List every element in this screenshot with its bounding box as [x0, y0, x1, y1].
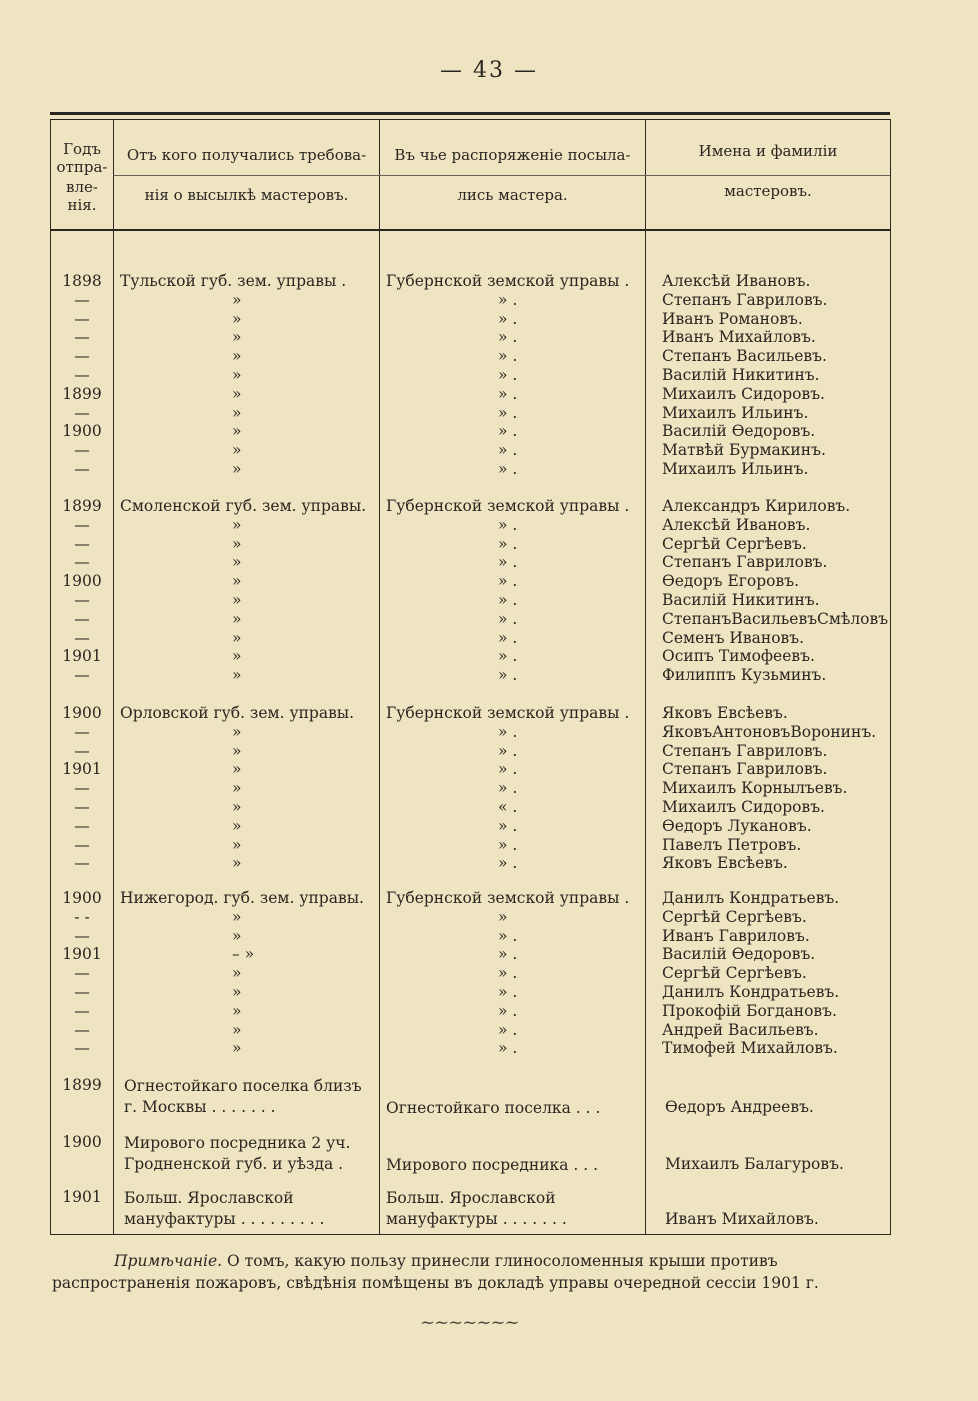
cell-from: Нижегород. губ. зем. управы. [120, 889, 364, 907]
cell-to: » . [498, 779, 518, 798]
cell-name: Өедоръ Лукановъ. [662, 816, 812, 835]
cell-from: » [232, 666, 242, 685]
column-divider-1 [113, 119, 114, 1235]
cell-to: » . [498, 515, 518, 534]
cell-name: Иванъ Михайловъ. [662, 328, 816, 347]
cell-name: Иванъ Гавриловъ. [662, 926, 810, 945]
cell-year: — [74, 1039, 90, 1058]
cell-from: – » [232, 945, 255, 964]
header-names-top: Имена и фамиліи [698, 142, 838, 160]
cell-name: СтепанъВасильевъСмѣловъ [662, 609, 889, 628]
table-top-rule [50, 112, 890, 115]
cell-year: — [74, 460, 90, 478]
cell-to: » . [498, 964, 518, 983]
cell-name: Михаилъ Сидоровъ. [662, 798, 825, 816]
cell-from: Орловской губ. зем. управы. [120, 704, 355, 722]
cell-from: » [232, 722, 242, 741]
cell-to: » . [498, 854, 518, 873]
cell-from: » [232, 460, 242, 478]
special-cell-to: Огнестойкаго поселка . . . [386, 1099, 601, 1117]
cell-to: » . [498, 534, 518, 553]
cell-year: — [74, 534, 90, 553]
header-names-bottom: мастеровъ. [724, 182, 812, 200]
cell-to: Губернской земской управы . [386, 704, 630, 722]
cell-from: » [232, 854, 242, 873]
cell-name: Степанъ Гавриловъ. [662, 760, 828, 779]
cell-to: » [498, 907, 508, 926]
cell-to: » . [498, 628, 518, 647]
cell-year: 1901 [62, 647, 102, 666]
cell-year: — [74, 741, 90, 760]
cell-name: Степанъ Гавриловъ. [662, 553, 828, 572]
cell-to: » . [498, 722, 518, 741]
special-cell-to: Мирового посредника . . . [386, 1156, 599, 1174]
cell-name: Яковъ Евсѣевъ. [662, 704, 788, 722]
cell-name: Павелъ Петровъ. [662, 835, 802, 854]
cell-name: Прокофій Богдановъ. [662, 1001, 837, 1020]
cell-name: Александръ Кириловъ. [662, 497, 851, 515]
cell-year: — [74, 553, 90, 572]
cell-from: » [232, 760, 242, 779]
cell-year: — [74, 835, 90, 854]
cell-to: » . [498, 609, 518, 628]
cell-year: — [74, 347, 90, 366]
cell-to: » . [498, 1020, 518, 1039]
cell-from: » [232, 515, 242, 534]
cell-from: » [232, 779, 242, 798]
page-number: — 43 — [440, 58, 538, 83]
cell-to: » . [498, 572, 518, 591]
cell-name: Василій Өедоровъ. [662, 422, 816, 441]
cell-year: 1899 [62, 384, 102, 403]
cell-from: » [232, 534, 242, 553]
cell-to: » . [498, 460, 518, 478]
cell-from: » [232, 403, 242, 422]
cell-to: » . [498, 553, 518, 572]
cell-name: Алексѣй Ивановъ. [662, 515, 811, 534]
cell-to: Губернской земской управы . [386, 497, 630, 515]
cell-name: Өедоръ Егоровъ. [662, 572, 800, 591]
special-cell-from: Огнестойкаго поселка близъ г. Москвы . . . . . . . [124, 1077, 362, 1116]
cell-name: Сергѣй Сергѣевъ. [662, 534, 807, 553]
cell-name: Осипъ Тимофеевъ. [662, 647, 815, 666]
special-cell-from: Мирового посредника 2 уч. Гродненской губ. и уѣзда . [124, 1134, 351, 1173]
cell-from: » [232, 964, 242, 983]
cell-name: Михаилъ Сидоровъ. [662, 384, 825, 403]
cell-from: » [232, 609, 242, 628]
cell-year: 1901 [62, 760, 102, 779]
cell-to: » . [498, 835, 518, 854]
cell-to: « . [498, 798, 518, 816]
cell-to: » . [498, 384, 518, 403]
cell-name: Степанъ Гавриловъ. [662, 290, 828, 309]
cell-name: Василій Никитинъ. [662, 366, 820, 384]
cell-name: Матвѣй Бурмакинъ. [662, 441, 826, 460]
cell-from: » [232, 983, 242, 1001]
special-cell-name: Иванъ Михайловъ. [665, 1210, 819, 1228]
cell-year: — [74, 628, 90, 647]
cell-year: - - [74, 907, 90, 926]
special-cell-from: Больш. Ярославской мануфактуры . . . . . . . . . [124, 1189, 325, 1228]
cell-name: Василій Никитинъ. [662, 591, 820, 609]
cell-to: » . [498, 422, 518, 441]
cell-name: Сергѣй Сергѣевъ. [662, 964, 807, 983]
cell-year: — [74, 1001, 90, 1020]
cell-from: » [232, 384, 242, 403]
special-cell-to: Больш. Ярославской мануфактуры . . . . . . . [386, 1189, 567, 1228]
cell-year: — [74, 609, 90, 628]
cell-year: — [74, 666, 90, 685]
cell-year: — [74, 854, 90, 873]
cell-to: » . [498, 760, 518, 779]
cell-from: » [232, 647, 242, 666]
cell-to: » . [498, 816, 518, 835]
special-cell-year: 1900 [62, 1133, 102, 1151]
cell-from: » [232, 591, 242, 609]
cell-year: — [74, 515, 90, 534]
cell-year: — [74, 403, 90, 422]
cell-to: » . [498, 1039, 518, 1058]
cell-from: » [232, 347, 242, 366]
header-to-bottom: лись мастера. [457, 186, 568, 204]
cell-name: Яковъ Евсѣевъ. [662, 854, 788, 873]
cell-to: » . [498, 403, 518, 422]
cell-name: Тимофей Михайловъ. [662, 1039, 838, 1058]
cell-from: » [232, 798, 242, 816]
cell-to: » . [498, 591, 518, 609]
cell-year: 1900 [62, 704, 102, 722]
cell-name: Михаилъ Ильинъ. [662, 460, 809, 478]
cell-from: » [232, 816, 242, 835]
cell-from: Смоленской губ. зем. управы. [120, 497, 367, 515]
cell-year: — [74, 328, 90, 347]
footnote [52, 1250, 902, 1294]
cell-name: Алексѣй Ивановъ. [662, 272, 811, 290]
cell-from: » [232, 422, 242, 441]
column-divider-3 [645, 119, 646, 1235]
cell-from: » [232, 553, 242, 572]
cell-year: — [74, 309, 90, 328]
cell-from: » [232, 1001, 242, 1020]
cell-year: — [74, 722, 90, 741]
cell-from: » [232, 628, 242, 647]
table-border-right [890, 119, 891, 1235]
cell-from: » [232, 907, 242, 926]
cell-to: » . [498, 309, 518, 328]
cell-to: » . [498, 666, 518, 685]
cell-to: » . [498, 1001, 518, 1020]
cell-year: — [74, 441, 90, 460]
header-from-top: Отъ кого получались требова- [126, 146, 367, 164]
cell-name: Сергѣй Сергѣевъ. [662, 907, 807, 926]
header-to-top: Въ чье распоряженіе посыла- [394, 146, 631, 164]
cell-name: Степанъ Гавриловъ. [662, 741, 828, 760]
cell-from: » [232, 328, 242, 347]
cell-to: » . [498, 347, 518, 366]
special-cell-year: 1899 [62, 1076, 102, 1094]
cell-to: » . [498, 647, 518, 666]
header-year: Годъ отпра- вле- нія. [56, 140, 108, 214]
cell-name: Семенъ Ивановъ. [662, 628, 805, 647]
cell-name: Михаилъ Корнылъевъ. [662, 779, 848, 798]
table-border-left [50, 119, 51, 1235]
cell-year: 1899 [62, 497, 102, 515]
cell-year: — [74, 816, 90, 835]
header-sub-rule [113, 175, 890, 176]
cell-name: Филиппъ Кузьминъ. [662, 666, 827, 685]
cell-name: Василій Өедоровъ. [662, 945, 816, 964]
cell-from: » [232, 1020, 242, 1039]
cell-from: » [232, 835, 242, 854]
cell-from: » [232, 926, 242, 945]
header-bottom-rule [50, 229, 890, 231]
ornament-swash: ~~~~~~~ [420, 1312, 519, 1333]
cell-name: Андрей Васильевъ. [662, 1020, 819, 1039]
cell-to: Губернской земской управы . [386, 889, 630, 907]
special-cell-name: Михаилъ Балагуровъ. [665, 1155, 844, 1173]
special-cell-year: 1901 [62, 1188, 102, 1206]
cell-name: Степанъ Васильевъ. [662, 347, 827, 366]
cell-year: — [74, 779, 90, 798]
cell-to: » . [498, 926, 518, 945]
column-divider-2 [379, 119, 380, 1235]
cell-name: Иванъ Романовъ. [662, 309, 803, 328]
cell-from: » [232, 741, 242, 760]
cell-year: 1901 [62, 945, 102, 964]
cell-from: » [232, 309, 242, 328]
cell-name: Данилъ Кондратьевъ. [662, 889, 840, 907]
cell-to: » . [498, 366, 518, 384]
cell-from: » [232, 366, 242, 384]
cell-year: — [74, 926, 90, 945]
cell-year: — [74, 1020, 90, 1039]
cell-year: 1900 [62, 422, 102, 441]
cell-year: — [74, 983, 90, 1001]
cell-year: 1900 [62, 572, 102, 591]
cell-to: » . [498, 945, 518, 964]
cell-to: » . [498, 441, 518, 460]
table-bottom-rule [50, 1234, 890, 1235]
cell-to: » . [498, 328, 518, 347]
cell-name: Михаилъ Ильинъ. [662, 403, 809, 422]
cell-year: — [74, 964, 90, 983]
cell-year: — [74, 366, 90, 384]
cell-year: 1898 [62, 272, 102, 290]
cell-from: » [232, 572, 242, 591]
cell-to: » . [498, 290, 518, 309]
cell-from: » [232, 290, 242, 309]
cell-year: — [74, 798, 90, 816]
header-from-bottom: нія о высылкѣ мастеровъ. [144, 186, 349, 204]
cell-name: ЯковъАнтоновъВоронинъ. [662, 722, 877, 741]
cell-from: » [232, 441, 242, 460]
special-cell-name: Өедоръ Андреевъ. [665, 1098, 814, 1116]
cell-from: Тульской губ. зем. управы . [120, 272, 347, 290]
table-top-rule-thin [50, 119, 890, 120]
cell-to: » . [498, 983, 518, 1001]
cell-year: 1900 [62, 889, 102, 907]
cell-name: Данилъ Кондратьевъ. [662, 983, 840, 1001]
cell-year: — [74, 290, 90, 309]
cell-year: — [74, 591, 90, 609]
cell-to: Губернской земской управы . [386, 272, 630, 290]
cell-from: » [232, 1039, 242, 1058]
footnote-text: О томъ, какую пользу принесли глиносоломенныя крыши противъ распространенія пожаровъ, свѣдѣнія помѣщены въ докладѣ управы очередной сессіи 1901 г. [52, 1252, 819, 1292]
footnote-label: Примѣчаніе. [114, 1252, 223, 1270]
cell-to: » . [498, 741, 518, 760]
